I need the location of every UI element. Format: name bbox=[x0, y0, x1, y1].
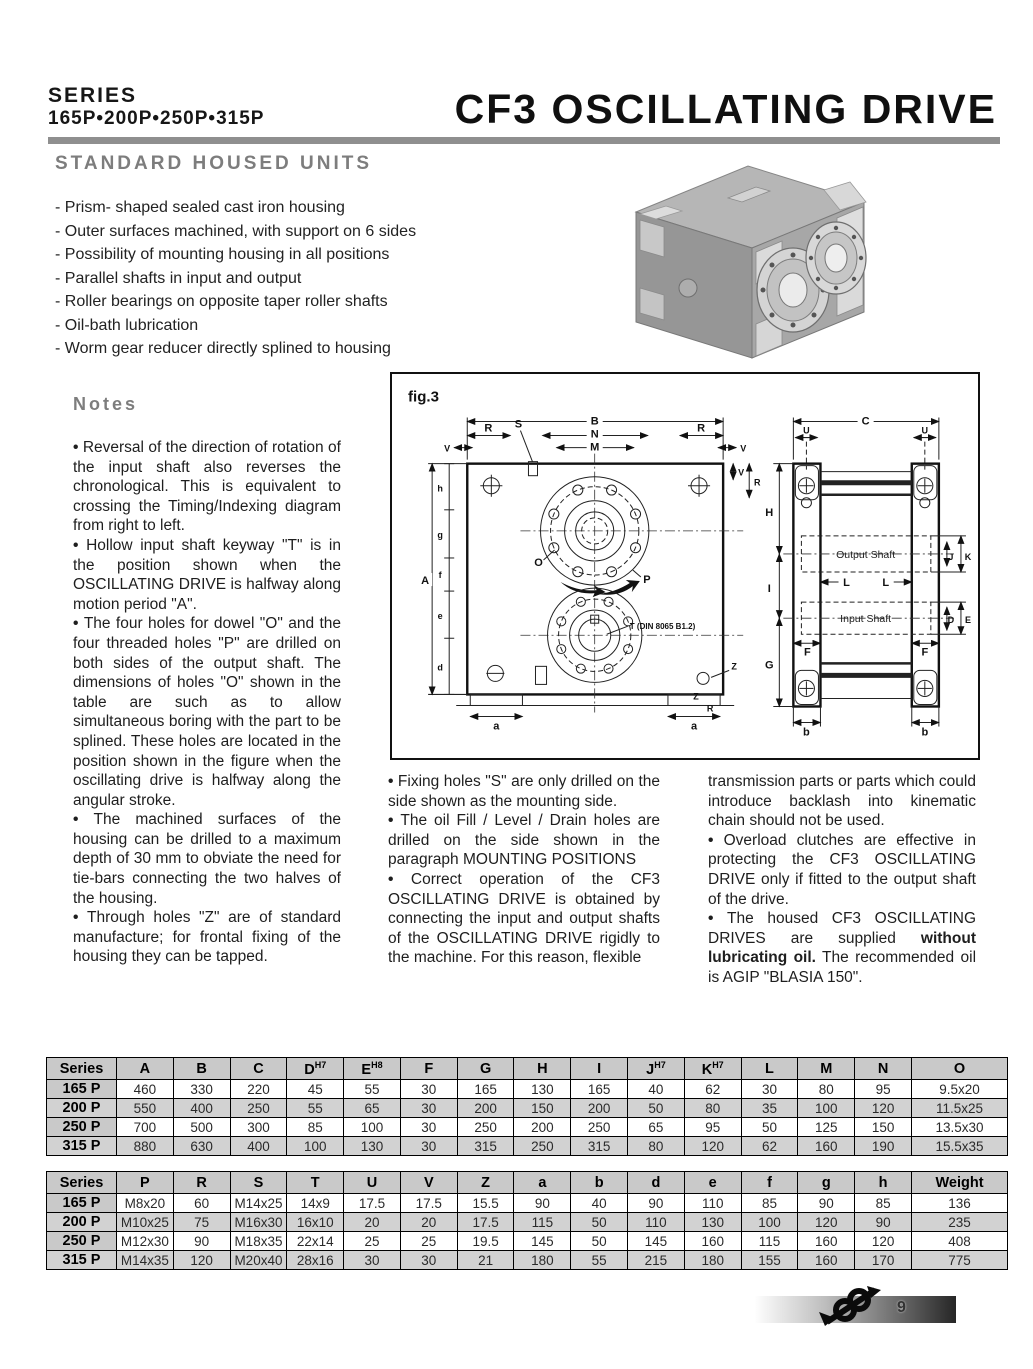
note-paragraph: • The four holes for dowel "O" and the four threaded holes "P" are drilled on both sides of the output shaft. The dimensions of holes "O" shown in the table are such as to allow simultaneous boring with the part to be splined. These holes are located in the position shown in the figure when the oscillating drive is halfway along the angular stroke. bbox=[73, 615, 341, 809]
series-cell: 315 P bbox=[47, 1251, 117, 1270]
value-cell: 9.5x20 bbox=[912, 1080, 1008, 1099]
value-cell: 20 bbox=[400, 1213, 457, 1232]
value-cell: 160 bbox=[684, 1232, 741, 1251]
feature-item: - Possibility of mounting housing in all positions bbox=[55, 246, 390, 263]
value-cell: 40 bbox=[628, 1080, 685, 1099]
column-header: Z bbox=[457, 1172, 514, 1194]
dimensions-table-2 bbox=[46, 1171, 1008, 1270]
keyway-note: T (DIN 8065 B1.2) bbox=[629, 622, 696, 632]
table-row bbox=[47, 1099, 1008, 1118]
value-cell: 65 bbox=[344, 1099, 401, 1118]
value-cell: 180 bbox=[684, 1251, 741, 1270]
series-cell: 200 P bbox=[47, 1213, 117, 1232]
series-models: 165P•200P•250P•315P bbox=[48, 108, 265, 129]
feature-item: - Roller bearings on opposite taper roller shafts bbox=[55, 293, 388, 310]
dim-label-F: F bbox=[921, 646, 929, 659]
value-cell: 500 bbox=[173, 1118, 230, 1137]
value-cell: 250 bbox=[457, 1118, 514, 1137]
value-cell: 100 bbox=[344, 1118, 401, 1137]
value-cell: M16x30 bbox=[230, 1213, 287, 1232]
note-paragraph: • Overload clutches are effective in protecting the CF3 OSCILLATING DRIVE only if fitted to the output shaft of the drive. bbox=[708, 831, 976, 908]
table-row bbox=[47, 1137, 1008, 1156]
value-cell: 110 bbox=[628, 1213, 685, 1232]
dim-label-h: h bbox=[437, 483, 443, 494]
value-cell: 250 bbox=[571, 1118, 628, 1137]
column-header: Series bbox=[47, 1058, 117, 1080]
value-cell: 62 bbox=[741, 1137, 798, 1156]
column-header: $K^{H7}$ bbox=[684, 1058, 741, 1080]
output-shaft-label: Output Shaft bbox=[836, 548, 896, 561]
dim-label-N: N bbox=[590, 428, 599, 441]
value-cell: 180 bbox=[514, 1251, 571, 1270]
value-cell: 130 bbox=[684, 1213, 741, 1232]
value-cell: 80 bbox=[628, 1137, 685, 1156]
value-cell: 115 bbox=[741, 1232, 798, 1251]
value-cell: 80 bbox=[798, 1080, 855, 1099]
series-cell: 165 P bbox=[47, 1194, 117, 1213]
table-row bbox=[47, 1251, 1008, 1270]
dim-label-S: S bbox=[514, 418, 523, 431]
value-cell: 160 bbox=[798, 1251, 855, 1270]
value-cell: M14x35 bbox=[117, 1251, 174, 1270]
dim-label-R: R bbox=[706, 703, 714, 714]
value-cell: 100 bbox=[287, 1137, 344, 1156]
value-cell: 165 bbox=[457, 1080, 514, 1099]
bullet-marker: • bbox=[388, 773, 398, 790]
bullet-marker: • bbox=[708, 831, 724, 849]
value-cell: 235 bbox=[912, 1213, 1008, 1232]
value-cell: 85 bbox=[287, 1118, 344, 1137]
dim-label-g: g bbox=[437, 529, 443, 540]
value-cell: 100 bbox=[798, 1099, 855, 1118]
notes-heading: Notes bbox=[73, 394, 139, 414]
column-header: R bbox=[173, 1172, 230, 1194]
value-cell: 30 bbox=[400, 1080, 457, 1099]
column-header: Series bbox=[47, 1172, 117, 1194]
value-cell: M12x30 bbox=[117, 1232, 174, 1251]
value-cell: 200 bbox=[571, 1099, 628, 1118]
column-header: d bbox=[628, 1172, 685, 1194]
value-cell: 30 bbox=[400, 1251, 457, 1270]
table-row bbox=[47, 1194, 1008, 1213]
value-cell: 21 bbox=[457, 1251, 514, 1270]
column-header: I bbox=[571, 1058, 628, 1080]
value-cell: 90 bbox=[855, 1213, 912, 1232]
value-cell: 65 bbox=[628, 1118, 685, 1137]
dim-label-Z: Z bbox=[731, 661, 737, 672]
dim-label-O: O bbox=[534, 557, 543, 569]
dim-label-b: b bbox=[921, 726, 929, 739]
value-cell: 50 bbox=[741, 1118, 798, 1137]
value-cell: 110 bbox=[684, 1194, 741, 1213]
table-row bbox=[47, 1080, 1008, 1099]
dim-label-a: a bbox=[690, 720, 698, 733]
dimensions-table-1-grid bbox=[46, 1057, 1008, 1156]
series-cell: 200 P bbox=[47, 1099, 117, 1118]
feature-item: - Oil-bath lubrication bbox=[55, 316, 199, 334]
figure-label: fig.3 bbox=[408, 388, 439, 406]
input-shaft-label: Input Shaft bbox=[840, 613, 892, 626]
feature-item: - Worm gear reducer directly splined to housing bbox=[55, 340, 391, 357]
value-cell: 630 bbox=[173, 1137, 230, 1156]
value-cell: 35 bbox=[741, 1099, 798, 1118]
value-cell: 90 bbox=[798, 1194, 855, 1213]
value-cell: 250 bbox=[514, 1137, 571, 1156]
notes-column-2 bbox=[388, 772, 660, 968]
value-cell: M10x25 bbox=[117, 1213, 174, 1232]
value-cell: 75 bbox=[173, 1213, 230, 1232]
value-cell: 700 bbox=[117, 1118, 174, 1137]
column-header: B bbox=[173, 1058, 230, 1080]
feature-item: - Outer surfaces machined, with support on 6 sides bbox=[55, 222, 417, 240]
bullet-marker: • bbox=[73, 536, 87, 554]
value-cell: 90 bbox=[514, 1194, 571, 1213]
value-cell: 200 bbox=[457, 1099, 514, 1118]
table-row bbox=[47, 1118, 1008, 1137]
value-cell: 400 bbox=[173, 1099, 230, 1118]
value-cell: 130 bbox=[514, 1080, 571, 1099]
value-cell: 315 bbox=[571, 1137, 628, 1156]
gearbox-photo bbox=[588, 140, 890, 368]
page-title: CF3 OSCILLATING DRIVE bbox=[454, 86, 997, 132]
bullet-marker: • bbox=[73, 439, 83, 456]
value-cell: 215 bbox=[628, 1251, 685, 1270]
column-header: A bbox=[117, 1058, 174, 1080]
value-cell: 150 bbox=[855, 1118, 912, 1137]
value-cell: 90 bbox=[173, 1232, 230, 1251]
value-cell: 11.5x25 bbox=[912, 1099, 1008, 1118]
value-cell: 55 bbox=[344, 1080, 401, 1099]
value-cell: 200 bbox=[514, 1118, 571, 1137]
dimensions-table-1 bbox=[46, 1057, 1008, 1156]
value-cell: 95 bbox=[684, 1118, 741, 1137]
column-header: Weight bbox=[912, 1172, 1008, 1194]
column-header: e bbox=[684, 1172, 741, 1194]
value-cell: 190 bbox=[855, 1137, 912, 1156]
dim-label-I: I bbox=[767, 583, 771, 596]
bullet-marker: • bbox=[388, 870, 411, 888]
dim-label-M: M bbox=[590, 441, 600, 454]
value-cell: 880 bbox=[117, 1137, 174, 1156]
column-header: $E^{H8}$ bbox=[344, 1058, 401, 1080]
value-cell: 145 bbox=[514, 1232, 571, 1251]
value-cell: 16x10 bbox=[287, 1213, 344, 1232]
brand-logo-icon bbox=[815, 1278, 887, 1332]
value-cell: 120 bbox=[855, 1232, 912, 1251]
value-cell: 145 bbox=[628, 1232, 685, 1251]
value-cell: 30 bbox=[344, 1251, 401, 1270]
dim-label-b: b bbox=[803, 726, 810, 739]
notes-column-1 bbox=[73, 438, 341, 967]
bullet-marker: • bbox=[73, 811, 94, 829]
value-cell: 60 bbox=[173, 1194, 230, 1213]
value-cell: 460 bbox=[117, 1080, 174, 1099]
column-header: N bbox=[855, 1058, 912, 1080]
dim-label-f: f bbox=[438, 570, 442, 581]
note-paragraph: • The oil Fill / Level / Drain holes are drilled on the side shown in the paragraph MOUNTING POSITIONS bbox=[388, 812, 660, 869]
dim-label-J: J bbox=[948, 551, 954, 562]
value-cell: 17.5 bbox=[344, 1194, 401, 1213]
figure-3 bbox=[390, 372, 980, 760]
value-cell: 30 bbox=[400, 1137, 457, 1156]
value-cell: 30 bbox=[400, 1099, 457, 1118]
value-cell: 22x14 bbox=[287, 1232, 344, 1251]
column-header: a bbox=[514, 1172, 571, 1194]
value-cell: 50 bbox=[571, 1213, 628, 1232]
value-cell: 55 bbox=[287, 1099, 344, 1118]
value-cell: 80 bbox=[684, 1099, 741, 1118]
notes-column-3 bbox=[708, 772, 976, 988]
value-cell: 25 bbox=[400, 1232, 457, 1251]
column-header: O bbox=[912, 1058, 1008, 1080]
value-cell: 120 bbox=[798, 1213, 855, 1232]
value-cell: 120 bbox=[173, 1251, 230, 1270]
value-cell: 160 bbox=[798, 1232, 855, 1251]
column-header: U bbox=[344, 1172, 401, 1194]
value-cell: 130 bbox=[344, 1137, 401, 1156]
note-paragraph: • Hollow input shaft keyway "T" is in the position shown when the OSCILLATING DRIVE is halfway along motion period "A". bbox=[73, 536, 342, 613]
value-cell: 85 bbox=[741, 1194, 798, 1213]
feature-list bbox=[55, 196, 555, 361]
table-row bbox=[47, 1232, 1008, 1251]
value-cell: 30 bbox=[400, 1118, 457, 1137]
column-header: L bbox=[741, 1058, 798, 1080]
note-paragraph: • Fixing holes "S" are only drilled on the side shown as the mounting side. bbox=[388, 773, 661, 810]
dim-label-a: a bbox=[493, 720, 500, 733]
value-cell: 150 bbox=[514, 1099, 571, 1118]
dim-label-F: F bbox=[804, 646, 811, 659]
note-paragraph: transmission parts or parts which could introduce backlash into kinematic chain should not be used. bbox=[708, 773, 976, 830]
section-heading: STANDARD HOUSED UNITS bbox=[55, 153, 373, 174]
dim-label-A: A bbox=[421, 575, 430, 588]
value-cell: 330 bbox=[173, 1080, 230, 1099]
dim-label-K: K bbox=[964, 551, 972, 562]
value-cell: 120 bbox=[855, 1099, 912, 1118]
value-cell: 90 bbox=[628, 1194, 685, 1213]
value-cell: 400 bbox=[230, 1137, 287, 1156]
value-cell: 160 bbox=[798, 1137, 855, 1156]
value-cell: 40 bbox=[571, 1194, 628, 1213]
value-cell: 315 bbox=[457, 1137, 514, 1156]
bullet-marker: • bbox=[388, 812, 401, 830]
value-cell: 165 bbox=[571, 1080, 628, 1099]
dim-label-R: R bbox=[753, 477, 761, 488]
dim-label-P: P bbox=[643, 574, 651, 587]
value-cell: 62 bbox=[684, 1080, 741, 1099]
column-header: M bbox=[798, 1058, 855, 1080]
dim-label-L: L bbox=[882, 577, 890, 590]
series-label: SERIES bbox=[48, 84, 138, 107]
table-row bbox=[47, 1213, 1008, 1232]
value-cell: 100 bbox=[741, 1213, 798, 1232]
feature-item: - Parallel shafts in input and output bbox=[55, 269, 302, 287]
column-header: b bbox=[571, 1172, 628, 1194]
dim-label-d: d bbox=[437, 662, 443, 673]
column-header: V bbox=[400, 1172, 457, 1194]
value-cell: 20 bbox=[344, 1213, 401, 1232]
note-paragraph: • Through holes "Z" are of standard manufacture; for frontal fixing of the housing they can be tapped. bbox=[73, 909, 341, 966]
value-cell: 50 bbox=[571, 1232, 628, 1251]
value-cell: 408 bbox=[912, 1232, 1008, 1251]
feature-item: - Prism- shaped sealed cast iron housing bbox=[55, 199, 345, 216]
value-cell: 155 bbox=[741, 1251, 798, 1270]
value-cell: 95 bbox=[855, 1080, 912, 1099]
value-cell: 17.5 bbox=[457, 1213, 514, 1232]
value-cell: 25 bbox=[344, 1232, 401, 1251]
value-cell: M8x20 bbox=[117, 1194, 174, 1213]
column-header: F bbox=[400, 1058, 457, 1080]
dim-label-V: V bbox=[740, 443, 747, 454]
dim-label-R: R bbox=[484, 422, 493, 435]
value-cell: 14x9 bbox=[287, 1194, 344, 1213]
value-cell: 85 bbox=[855, 1194, 912, 1213]
column-header: g bbox=[798, 1172, 855, 1194]
column-header: T bbox=[287, 1172, 344, 1194]
value-cell: 28x16 bbox=[287, 1251, 344, 1270]
value-cell: 15.5x35 bbox=[912, 1137, 1008, 1156]
column-header: H bbox=[514, 1058, 571, 1080]
value-cell: 220 bbox=[230, 1080, 287, 1099]
value-cell: 17.5 bbox=[400, 1194, 457, 1213]
dim-label-U: U bbox=[921, 425, 929, 436]
series-cell: 165 P bbox=[47, 1080, 117, 1099]
value-cell: 55 bbox=[571, 1251, 628, 1270]
value-cell: 15.5 bbox=[457, 1194, 514, 1213]
dim-label-U: U bbox=[803, 425, 810, 436]
dim-label-e: e bbox=[437, 611, 443, 622]
page-number: 9 bbox=[897, 1299, 906, 1316]
value-cell: 50 bbox=[628, 1099, 685, 1118]
value-cell: M14x25 bbox=[230, 1194, 287, 1213]
dim-label-L: L bbox=[843, 577, 850, 590]
series-cell: 315 P bbox=[47, 1137, 117, 1156]
dim-label-V: V bbox=[444, 443, 451, 454]
series-cell: 250 P bbox=[47, 1118, 117, 1137]
dim-label-H: H bbox=[765, 506, 774, 519]
dim-label-D: D bbox=[947, 615, 955, 626]
dim-label-G: G bbox=[764, 659, 774, 672]
value-cell: 550 bbox=[117, 1099, 174, 1118]
bullet-marker: • bbox=[73, 615, 84, 633]
value-cell: 775 bbox=[912, 1251, 1008, 1270]
dim-label-C: C bbox=[861, 415, 870, 428]
column-header: P bbox=[117, 1172, 174, 1194]
value-cell: 300 bbox=[230, 1118, 287, 1137]
note-paragraph: • The machined surfaces of the housing can be drilled to a maximum depth of 30 mm to obviate the need for tie-bars connecting the two halves of the housing. bbox=[73, 811, 341, 907]
value-cell: 136 bbox=[912, 1194, 1008, 1213]
dim-label-Z: Z bbox=[693, 691, 699, 702]
dimensions-table-2-grid bbox=[46, 1171, 1008, 1270]
value-cell: 170 bbox=[855, 1251, 912, 1270]
series-cell: 250 P bbox=[47, 1232, 117, 1251]
dim-label-E: E bbox=[964, 615, 971, 626]
value-cell: M18x35 bbox=[230, 1232, 287, 1251]
fig3-technical-drawing bbox=[392, 374, 978, 758]
value-cell: 19.5 bbox=[457, 1232, 514, 1251]
column-header: h bbox=[855, 1172, 912, 1194]
column-header: $J^{H7}$ bbox=[628, 1058, 685, 1080]
bullet-marker: • bbox=[708, 910, 728, 928]
value-cell: 13.5x30 bbox=[912, 1118, 1008, 1137]
column-header: G bbox=[457, 1058, 514, 1080]
value-cell: M20x40 bbox=[230, 1251, 287, 1270]
bullet-marker: • bbox=[73, 909, 88, 927]
note-paragraph: • Reversal of the direction of rotation of the input shaft also reverses the chronological. This is equivalent to crossing the Timing/Indexing diagram from right to left. bbox=[73, 439, 341, 535]
value-cell: 125 bbox=[798, 1118, 855, 1137]
value-cell: 45 bbox=[287, 1080, 344, 1099]
dim-label-V: V bbox=[738, 467, 745, 478]
value-cell: 30 bbox=[741, 1080, 798, 1099]
dim-label-B: B bbox=[590, 415, 599, 428]
note-paragraph: • Correct operation of the CF3 OSCILLATING DRIVE is obtained by connecting the input and output shafts of the OSCILLATING DRIVE rigidly to the machine. For this reason, flexible bbox=[388, 870, 660, 967]
value-cell: 120 bbox=[684, 1137, 741, 1156]
value-cell: 115 bbox=[514, 1213, 571, 1232]
column-header: C bbox=[230, 1058, 287, 1080]
column-header: $D^{H7}$ bbox=[287, 1058, 344, 1080]
column-header: f bbox=[741, 1172, 798, 1194]
dim-label-R: R bbox=[697, 422, 706, 435]
note-paragraph: • The housed CF3 OSCILLATING DRIVES are supplied without lubricating oil. The recommended oil is AGIP "BLASIA 150". bbox=[708, 910, 977, 986]
column-header: S bbox=[230, 1172, 287, 1194]
value-cell: 250 bbox=[230, 1099, 287, 1118]
